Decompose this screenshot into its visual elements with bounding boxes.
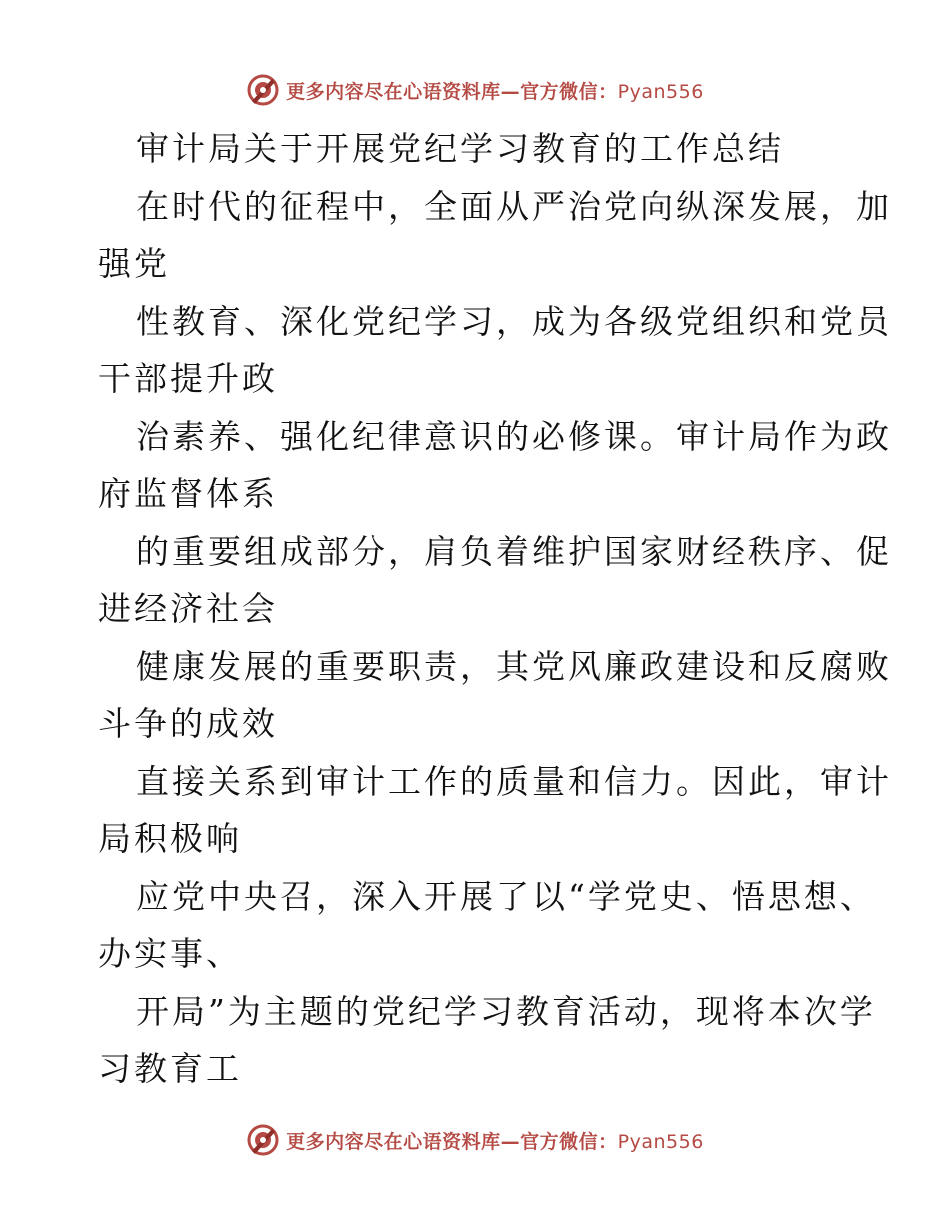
document-title: 审计局关于开展党纪学习教育的工作总结 (136, 129, 784, 168)
watermark-text: 更多内容尽在心语资料库—官方微信：Pyan556 (286, 1130, 704, 1153)
header-watermark (0, 70, 950, 110)
text-line: 干部提升政 (98, 359, 278, 398)
text-line: 进经济社会 (98, 589, 278, 628)
text-line: 健康发展的重要职责，其党风廉政建设和反腐败 (136, 646, 892, 686)
watermark-text: 更多内容尽在心语资料库—官方微信：Pyan556 (286, 80, 704, 103)
pen-logo-icon (246, 73, 280, 107)
text-line: 的重要组成部分，肩负着维护国家财经秩序、促 (136, 531, 892, 571)
text-line: 直接关系到审计工作的质量和信力。因此，审计 (136, 761, 892, 801)
text-line: 斗争的成效 (98, 704, 278, 743)
text-line: 强党 (98, 244, 170, 283)
text-line: 办实事、 (98, 934, 242, 973)
watermark-handle: Pyan556 (617, 1130, 704, 1153)
text-line: 性教育、深化党纪学习，成为各级党组织和党员 (136, 301, 892, 341)
document-body (98, 120, 892, 1098)
text-line: 局积极响 (98, 819, 242, 858)
footer-watermark (0, 1120, 950, 1160)
text-line: 习教育工 (98, 1049, 242, 1088)
pen-logo-icon (246, 1123, 280, 1157)
watermark-handle: Pyan556 (617, 80, 704, 103)
text-line: 治素养、强化纪律意识的必修课。审计局作为政 (136, 416, 892, 456)
text-line: 府监督体系 (98, 474, 278, 513)
text-line: 应党中央召，深入开展了以“学党史、悟思想、 (136, 876, 876, 916)
text-line: 在时代的征程中，全面从严治党向纵深发展，加 (136, 186, 892, 226)
text-line: 开局”为主题的党纪学习教育活动，现将本次学 (136, 991, 876, 1031)
